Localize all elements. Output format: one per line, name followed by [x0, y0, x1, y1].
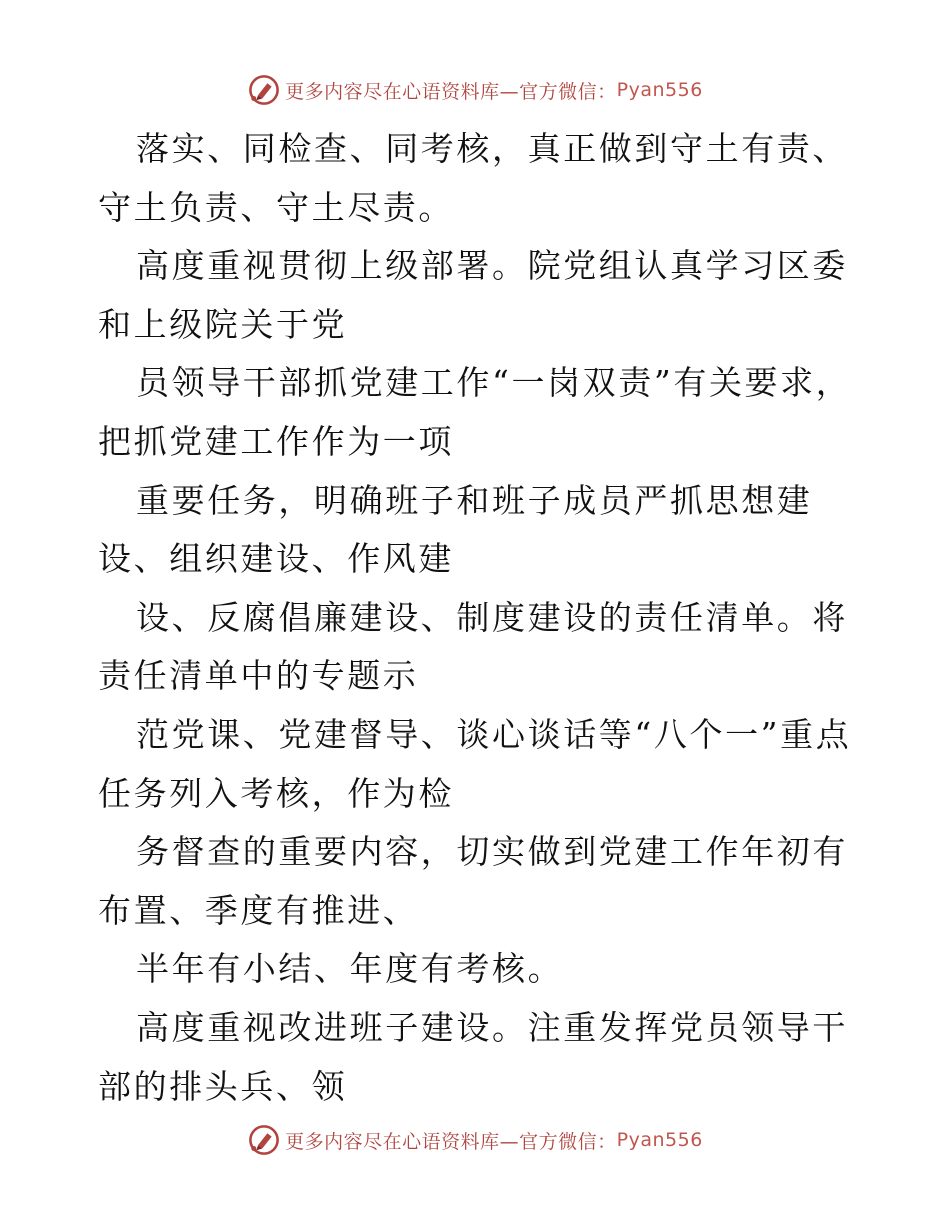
paragraph: 重要任务，明确班子和班子成员严抓思想建设、组织建设、作风建 [98, 480, 813, 579]
header-banner-id: Pyan556 [616, 79, 703, 101]
paragraph: 落实、同检查、同考核，真正做到守土有责、守土负责、守土尽责。 [98, 129, 848, 227]
document-body [98, 120, 858, 1116]
paragraph: 范党课、党建督导、谈心谈话等“八个一”重点任务列入考核，作为检 [98, 714, 852, 813]
pen-logo-icon [247, 1123, 281, 1157]
header-banner-text: 更多内容尽在心语资料库—官方微信： [285, 80, 617, 103]
pen-logo-icon [247, 73, 281, 107]
paragraph: 高度重视改进班子建设。注重发挥党员领导干部的排头兵、领 [98, 1007, 848, 1106]
paragraph: 半年有小结、年度有考核。 [136, 949, 564, 989]
footer-banner-id: Pyan556 [616, 1129, 703, 1151]
paragraph: 设、反腐倡廉建设、制度建设的责任清单。将责任清单中的专题示 [98, 597, 848, 696]
paragraph: 员领导干部抓党建工作“一岗双责”有关要求，把抓党建工作作为一项 [98, 363, 852, 461]
paragraph: 高度重视贯彻上级部署。院党组认真学习区委和上级院关于党 [98, 246, 848, 344]
footer-banner-text: 更多内容尽在心语资料库—官方微信： [285, 1130, 617, 1153]
header-banner [0, 70, 950, 110]
paragraph: 务督查的重要内容，切实做到党建工作年初有布置、季度有推进、 [98, 832, 848, 930]
footer-banner [0, 1120, 950, 1160]
